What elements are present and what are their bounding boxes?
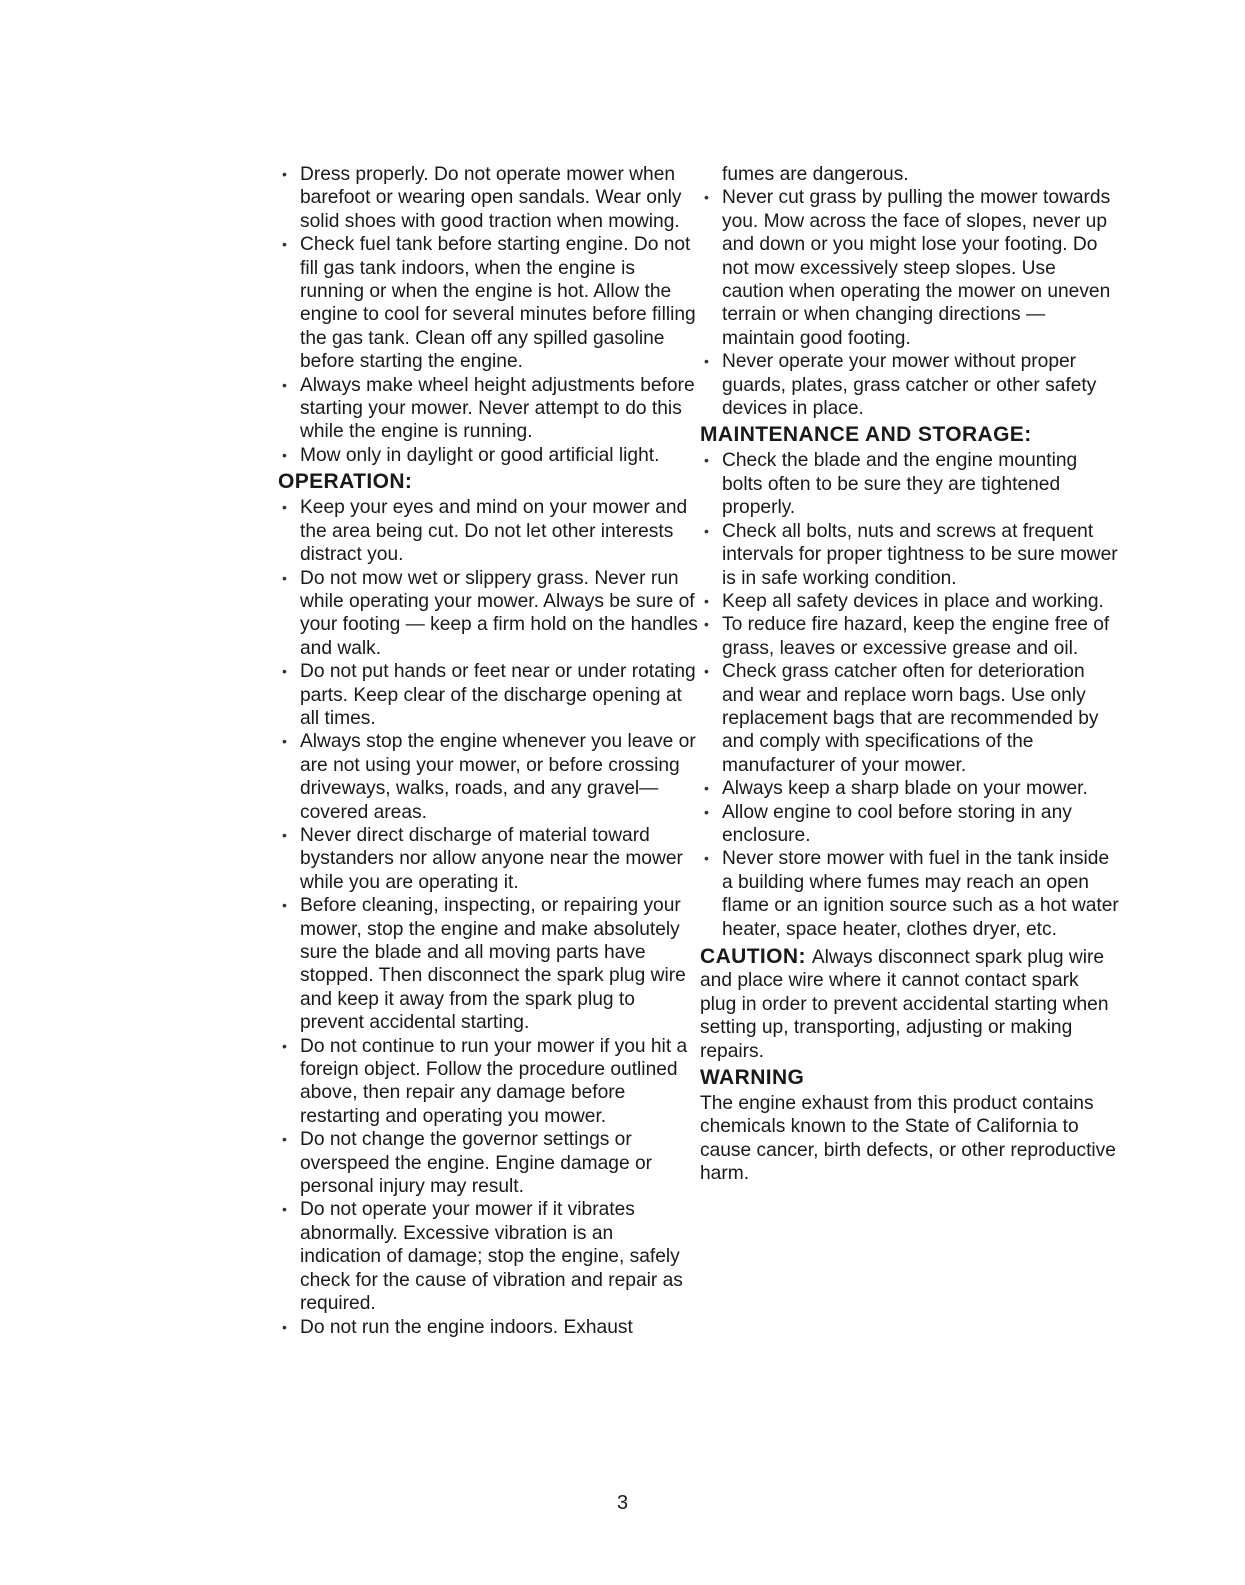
list-item: • Always make wheel height adjustments before starting your mower. Never attempt to do this while the engine is running.	[278, 374, 698, 444]
operation-heading: OPERATION:	[278, 470, 413, 494]
list-item: • Check grass catcher often for deterioration and wear and replace worn bags. Use only replacement bags that are recommended by and comply with specifications of the manufacturer of your mower.	[700, 660, 1120, 777]
caution-text: Always disconnect spark plug wire and place wire where it cannot contact spark plug in order to prevent accidental starting when setting up, transporting, adjusting or making repairs.	[700, 947, 1109, 1062]
safety-intro-list	[278, 163, 698, 467]
list-item: • Allow engine to cool before storing in any enclosure.	[700, 801, 1120, 848]
list-item: • Do not continue to run your mower if you hit a foreign object. Follow the procedure outlined above, then repair any damage before restarting and operating you mower.	[278, 1035, 698, 1129]
list-item: • Do not run the engine indoors. Exhaust	[278, 1316, 698, 1339]
list-item: • Do not mow wet or slippery grass. Never run while operating your mower. Always be sure of your footing — keep a firm hold on the handles and walk.	[278, 567, 698, 661]
caution-label: CAUTION:	[700, 945, 806, 968]
list-item: • Dress properly. Do not operate mower when barefoot or wearing open sandals. Wear only solid shoes with good traction when mowing.	[278, 163, 698, 233]
list-item: • Never cut grass by pulling the mower towards you. Mow across the face of slopes, never up and down or you might lose your footing. Do not mow excessively steep slopes. Use caution when operating the mower on uneven terrain or when changing directions — maintain good footing.	[700, 186, 1120, 350]
operation-list	[278, 496, 698, 1339]
maintenance-heading: MAINTENANCE AND STORAGE:	[700, 423, 1032, 447]
list-item: • Do not change the governor settings or overspeed the engine. Engine damage or personal injury may result.	[278, 1128, 698, 1198]
continued-text: fumes are dangerous.	[722, 164, 909, 185]
list-item: • To reduce fire hazard, keep the engine free of grass, leaves or excessive grease and oil.	[700, 613, 1120, 660]
warning-text: The engine exhaust from this product contains chemicals known to the State of California to cause cancer, birth defects, or other reproductive harm.	[700, 1093, 1116, 1185]
maintenance-list	[700, 449, 1120, 941]
list-item: • Keep all safety devices in place and working.	[700, 590, 1120, 613]
list-item: • Do not put hands or feet near or under rotating parts. Keep clear of the discharge opening at all times.	[278, 660, 698, 730]
list-item: • Check fuel tank before starting engine. Do not fill gas tank indoors, when the engine is running or when the engine is hot. Allow the engine to cool for several minutes before filling the gas tank. Clean off any spilled gasoline before starting the engine.	[278, 233, 698, 373]
list-item: • Never operate your mower without proper guards, plates, grass catcher or other safety devices in place.	[700, 350, 1120, 420]
list-item: • Check the blade and the engine mounting bolts often to be sure they are tightened properly.	[700, 449, 1120, 519]
list-item: • Always keep a sharp blade on your mower.	[700, 777, 1120, 800]
caution-paragraph	[700, 945, 1120, 1063]
list-item: • Never store mower with fuel in the tank inside a building where fumes may reach an open flame or an ignition source such as a hot water heater, space heater, clothes dryer, etc.	[700, 847, 1120, 941]
list-item: • Check all bolts, nuts and screws at frequent intervals for proper tightness to be sure mower is in safe working condition.	[700, 520, 1120, 590]
left-column	[278, 163, 698, 1339]
list-item: • Never direct discharge of material toward bystanders nor allow anyone near the mower while you are operating it.	[278, 824, 698, 894]
list-item: • Do not operate your mower if it vibrates abnormally. Excessive vibration is an indication of damage; stop the engine, safely check for the cause of vibration and repair as required.	[278, 1198, 698, 1315]
right-column	[700, 163, 1120, 1186]
page-number: 3	[616, 1492, 629, 1514]
warning-heading: WARNING	[700, 1066, 805, 1090]
list-item: • Mow only in daylight or good artificial light.	[278, 444, 698, 467]
list-item: • Before cleaning, inspecting, or repairing your mower, stop the engine and make absolutely sure the blade and all moving parts have stopped. Then disconnect the spark plug wire and keep it away from the spark plug to prevent accidental starting.	[278, 894, 698, 1034]
operation-list-continued	[700, 186, 1120, 420]
list-item: • Keep your eyes and mind on your mower and the area being cut. Do not let other interests distract you.	[278, 496, 698, 566]
list-item: • Always stop the engine whenever you leave or are not using your mower, or before crossing driveways, walks, roads, and any gravel—covered areas.	[278, 730, 698, 824]
